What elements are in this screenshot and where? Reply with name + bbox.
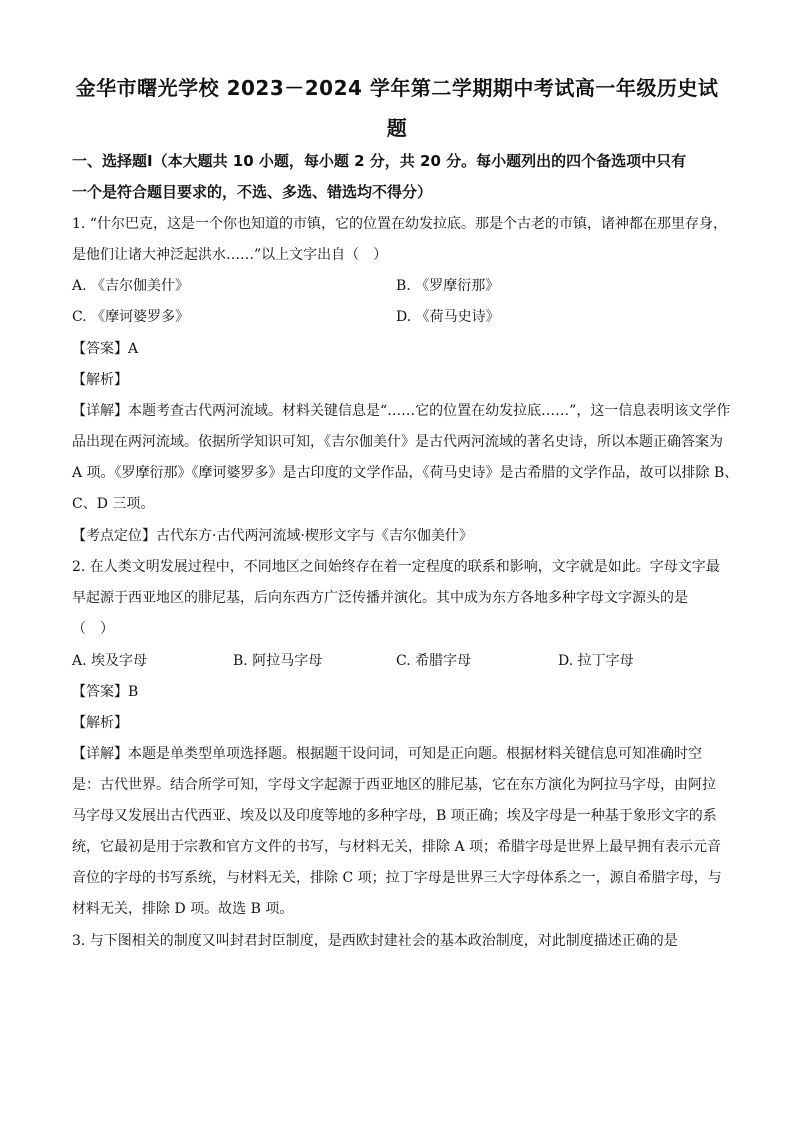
q1-detail-line-3: A 项。《罗摩衍那》《摩诃婆罗多》是古印度的文学作品，《荷马史诗》是古希腊的文学作品，故可以排除 B、 xyxy=(72,465,739,481)
q2-stem-line-3: （ ） xyxy=(72,621,114,637)
q1-stem-line-2: 是他们让诸大神泛起洪水……”以上文字出自（ ） xyxy=(72,247,388,263)
section-heading-line-1: 一、选择题Ⅰ（本大题共 10 小题，每小题 2 分，共 20 分。每小题列出的四个备选项中只有 xyxy=(72,152,687,170)
q2-detail-line-5: 音位的字母的书写系统，与材料无关，排除 C 项；拉丁字母是世界三大字母体系之一，源自希腊字母，与 xyxy=(72,870,722,886)
q2-detail-line-1: 【详解】本题是单类型单项选择题。根据题干设问词，可知是正向题。根据材料关键信息可知准确时空 xyxy=(72,746,702,762)
q2-detail-line-2: 是：古代世界。结合所学可知，字母文字起源于西亚地区的腓尼基，它在东方演化为阿拉马字母，由阿拉 xyxy=(72,777,716,793)
q1-detail-line-2: 品出现在两河流域。依据所学知识可知，《吉尔伽美什》是古代两河流域的著名史诗，所以本题正确答案为 xyxy=(72,434,723,450)
q1-detail-line-1: 【详解】本题考查古代两河流域。材料关键信息是“……它的位置在幼发拉底……”，这一信息表明该文学作 xyxy=(72,403,731,419)
q1-option-b: B. 《罗摩衍那》 xyxy=(396,278,500,294)
document-title-line-1: 金华市曙光学校 2023－2024 学年第二学期期中考试高一年级历史试 xyxy=(75,76,719,100)
q3-stem-line-1: 3. 与下图相关的制度又叫封君封臣制度，是西欧封建社会的基本政治制度，对此制度描述正确的是 xyxy=(72,933,678,949)
q2-analysis-label: 【解析】 xyxy=(72,715,128,731)
q1-option-a: A. 《吉尔伽美什》 xyxy=(72,278,190,294)
q2-detail-line-3: 马字母又发展出古代西亚、埃及以及印度等地的多种字母，B 项正确；埃及字母是一种基于象形文字的系 xyxy=(72,808,717,824)
q2-option-c: C. 希腊字母 xyxy=(396,653,472,669)
q2-option-d: D. 拉丁字母 xyxy=(558,653,634,669)
q1-option-d: D. 《荷马史诗》 xyxy=(396,309,500,325)
q2-option-b: B. 阿拉马字母 xyxy=(233,653,323,669)
section-heading-line-2: 一个是符合题目要求的，不选、多选、错选均不得分） xyxy=(72,183,433,201)
q1-stem-line-1: 1. “什尔巴克，这是一个你也知道的市镇，它的位置在幼发拉底。那是个古老的市镇，诸神都在那里存身， xyxy=(72,216,727,232)
q1-analysis-label: 【解析】 xyxy=(72,372,128,388)
q2-option-a: A. 埃及字母 xyxy=(72,653,148,669)
q1-answer: 【答案】A xyxy=(72,341,139,357)
q1-exam-point: 【考点定位】古代东方·古代两河流域·楔形文字与《吉尔伽美什》 xyxy=(72,528,473,544)
q2-stem-line-1: 2. 在人类文明发展过程中，不同地区之间始终存在着一定程度的联系和影响，文字就是如此。字母文字最 xyxy=(72,559,720,575)
q2-stem-line-2: 早起源于西亚地区的腓尼基，后向东西方广泛传播并演化。其中成为东方各地多种字母文字源头的是 xyxy=(72,590,688,606)
q2-answer: 【答案】B xyxy=(72,684,139,700)
q1-option-c: C. 《摩诃婆罗多》 xyxy=(72,309,190,325)
document-title-line-2: 题 xyxy=(386,116,408,140)
q2-detail-line-6: 材料无关，排除 D 项。故选 B 项。 xyxy=(72,901,294,917)
q2-detail-line-4: 统，它最初是用于宗教和官方文件的书写，与材料无关，排除 A 项；希腊字母是世界上最早拥有表示元音 xyxy=(72,839,722,855)
q1-detail-line-4: C、D 三项。 xyxy=(72,496,155,512)
